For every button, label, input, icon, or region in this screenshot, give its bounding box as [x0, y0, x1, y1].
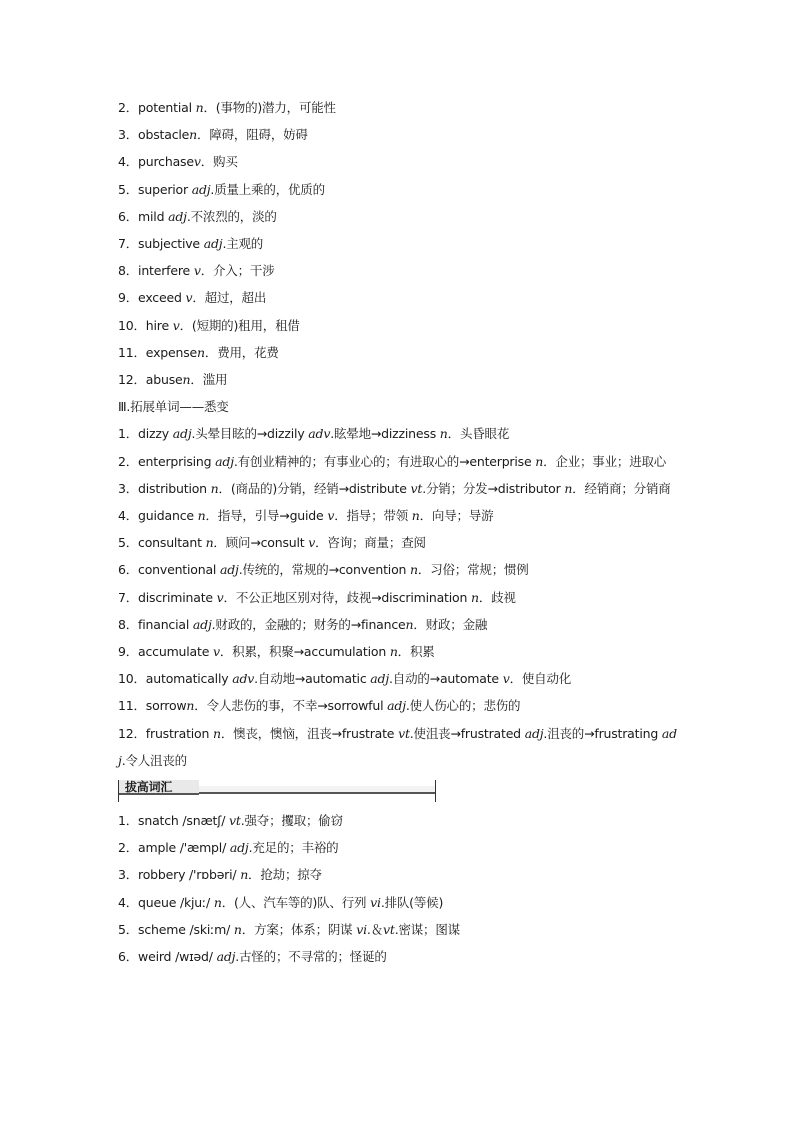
vocab-entry	[118, 889, 680, 916]
entry-text: ．(人、汽车等的)队、行列	[221, 894, 371, 910]
entry-text: ．财政；金融	[413, 616, 488, 632]
part-of-speech: vt	[410, 480, 423, 496]
part-of-speech: v	[172, 317, 180, 333]
vocab-entry	[118, 284, 680, 311]
word-list-extended	[118, 420, 680, 774]
entry-text: 6．conventional	[118, 562, 220, 578]
entry-text: ．经销商；分销商	[572, 480, 671, 496]
entry-text: .传统的，常规的→convention	[238, 562, 411, 578]
part-of-speech: n	[186, 698, 195, 714]
entry-text: ．购买	[200, 154, 238, 170]
part-of-speech: n	[470, 589, 479, 605]
part-of-speech: adv	[308, 426, 331, 442]
vocab-entry	[118, 176, 680, 203]
vocab-entry	[118, 720, 680, 774]
entry-text: ．(短期的)租用，租借	[179, 317, 300, 333]
part-of-speech: n	[389, 644, 398, 660]
entry-text: .财政的，金融的；财务的→finance	[211, 616, 406, 632]
word-list-core	[118, 94, 680, 393]
part-of-speech: v	[216, 589, 224, 605]
section-bar-title: 拔高词汇	[119, 780, 199, 795]
vocab-entry	[118, 148, 680, 175]
vocab-entry	[118, 448, 680, 475]
part-of-speech: n	[195, 100, 204, 115]
entry-text: 5．consultant	[118, 535, 206, 551]
vocab-entry	[118, 692, 680, 719]
entry-text: 3．obstacle	[118, 127, 190, 143]
entry-text: 3．robbery /'rɒbəri/	[118, 867, 241, 883]
vocab-entry	[118, 121, 680, 148]
entry-text: 3．distribution	[118, 480, 211, 496]
part-of-speech: adv	[232, 671, 255, 687]
part-of-speech: v	[327, 508, 335, 524]
entry-text: ．咨询；商量；查阅	[315, 535, 426, 551]
part-of-speech: n	[410, 562, 418, 578]
entry-text: ．习俗；常规；惯例	[417, 562, 529, 578]
entry-text: ．向导；导游	[419, 508, 494, 524]
part-of-speech: n	[405, 616, 414, 632]
vocab-entry	[118, 638, 680, 665]
vocab-entry	[118, 556, 680, 583]
part-of-speech: n	[210, 480, 219, 496]
entry-text: .密谋；图谋	[394, 921, 460, 937]
part-of-speech: adj	[370, 671, 389, 687]
part-of-speech: v	[185, 290, 193, 306]
part-of-speech: n	[439, 426, 448, 442]
part-of-speech: v	[212, 644, 220, 660]
part-of-speech: n	[233, 921, 242, 937]
entry-text: .分销；分发→distributor	[422, 480, 565, 496]
part-of-speech: n	[197, 508, 206, 524]
entry-text: .自动的→automate	[389, 671, 503, 687]
entry-text: 4．queue /kjuː/	[118, 894, 214, 910]
part-of-speech: adj	[216, 949, 236, 965]
entry-text: ．懊丧，懊恼，沮丧→frustrate	[220, 725, 399, 741]
part-of-speech: n	[205, 535, 214, 551]
vocab-entry	[118, 834, 680, 861]
vocab-entry	[118, 665, 680, 692]
part-of-speech: adj	[387, 698, 406, 714]
vocab-entry	[118, 94, 680, 121]
entry-text: .头晕目眩的→dizzily	[191, 426, 309, 442]
entry-text: 1．dizzy	[118, 426, 173, 442]
entry-text: .令人沮丧的	[121, 752, 187, 768]
entry-text: 11．expense	[118, 344, 198, 360]
vocab-entry	[118, 529, 680, 556]
entry-text: ．(商品的)分销，经销→distribute	[218, 480, 411, 496]
entry-text: 6．mild	[118, 208, 169, 224]
vocab-entry	[118, 420, 680, 447]
entry-text: 9．accumulate	[118, 644, 213, 660]
entry-text: 5．superior	[118, 181, 192, 197]
entry-text: 11．sorrow	[118, 698, 187, 714]
part-of-speech: n	[182, 372, 191, 388]
entry-text: ．(事物的)潜力，可能性	[203, 100, 336, 115]
part-of-speech: adj	[191, 181, 211, 197]
part-of-speech: n	[411, 508, 420, 524]
part-of-speech: n	[213, 894, 222, 910]
part-of-speech: adj	[203, 236, 223, 252]
vocab-entry	[118, 366, 680, 393]
vocab-entry	[118, 861, 680, 888]
entry-text: 6．weird /wɪəd/	[118, 949, 217, 965]
entry-text: .有创业精神的；有事业心的；有进取心的→enterprise	[233, 453, 536, 469]
vocabulary-content	[118, 94, 680, 970]
part-of-speech: adj	[229, 840, 249, 856]
entry-text: ．费用，花费	[204, 344, 279, 360]
vocab-entry	[118, 475, 680, 502]
entry-text: ．企业；事业；进取心	[543, 453, 667, 469]
entry-text: ．指导；带领	[334, 508, 412, 524]
vocab-entry	[118, 203, 680, 230]
entry-text: ．滥用	[190, 372, 228, 388]
part-of-speech: vt	[229, 813, 241, 829]
entry-text: ．障碍，阻碍，妨碍	[197, 127, 308, 143]
vocab-entry	[118, 230, 680, 257]
entry-text: 4．purchase	[118, 154, 194, 170]
part-of-speech: adj	[172, 426, 192, 442]
entry-text: ．积累	[397, 644, 435, 660]
part-of-speech: n	[535, 453, 544, 469]
vocab-entry	[118, 502, 680, 529]
part-of-speech: vt	[398, 725, 410, 741]
part-of-speech: adj	[192, 616, 212, 632]
entry-text: 12．abuse	[118, 372, 183, 388]
part-of-speech: n	[197, 344, 205, 360]
part-of-speech: vt	[383, 921, 395, 937]
part-of-speech: n	[213, 725, 221, 741]
entry-text: 2．enterprising	[118, 453, 216, 469]
entry-text: 9．exceed	[118, 290, 186, 306]
entry-text: ．头昏眼花	[447, 426, 510, 442]
entry-text: 2．ample /'æmpl/	[118, 840, 230, 856]
vocab-entry	[118, 943, 680, 970]
entry-text: .眩晕地→dizziness	[330, 426, 440, 442]
entry-text: .排队(等候)	[380, 894, 444, 910]
entry-text: 5．scheme /skiːm/	[118, 921, 234, 937]
part-of-speech: adj	[524, 725, 544, 741]
part-of-speech: n	[240, 867, 249, 883]
part-of-speech: vi.	[356, 921, 371, 937]
part-of-speech: v	[193, 263, 201, 279]
part-of-speech: adj	[168, 208, 187, 224]
part-of-speech: n	[189, 127, 198, 143]
entry-text: .质量上乘的，优质的	[210, 181, 325, 197]
entry-text: ．超过，超出	[192, 290, 267, 306]
entry-text: ．顾问→consult	[213, 535, 309, 551]
entry-text: ．抢劫；掠夺	[248, 867, 322, 883]
vocab-entry	[118, 611, 680, 638]
entry-text: 4．guidance	[118, 508, 198, 524]
entry-text: 1．snatch /snætʃ/	[118, 813, 230, 829]
entry-text: ＆	[370, 921, 383, 937]
entry-text: ．使自动化	[509, 671, 572, 687]
entry-text: .不浓烈的，淡的	[186, 208, 277, 224]
entry-text: ．介入；干涉	[200, 263, 275, 279]
vocab-entry	[118, 312, 680, 339]
entry-text: .主观的	[222, 236, 264, 252]
entry-text: 7．subjective	[118, 236, 204, 252]
entry-text: ．指导，引导→guide	[205, 508, 328, 524]
vocab-entry	[118, 339, 680, 366]
entry-text: 8．interfere	[118, 263, 194, 279]
section-bar	[118, 776, 680, 803]
part-of-speech: v	[502, 671, 510, 687]
part-of-speech: adj	[215, 453, 234, 469]
part-of-speech: n	[564, 480, 573, 496]
entry-text: 10．automatically	[118, 671, 233, 687]
entry-text: ．令人悲伤的事，不幸→sorrowful	[194, 698, 388, 714]
part-of-speech: adj	[219, 562, 239, 578]
part-of-speech: v	[308, 535, 316, 551]
entry-text: 8．financial	[118, 616, 193, 632]
entry-text: .使人伤心的；悲伤的	[405, 698, 521, 714]
entry-text: ．不公正地区别对待，歧视→discrimination	[223, 589, 471, 605]
vocab-entry	[118, 916, 680, 943]
entry-text: .充足的；丰裕的	[248, 840, 339, 856]
entry-text: .沮丧的→frustrating	[543, 725, 662, 741]
entry-text: ．歧视	[478, 589, 516, 605]
part-of-speech: adj	[118, 725, 677, 768]
entry-text: 7．discriminate	[118, 589, 217, 605]
entry-text: .古怪的；不寻常的；怪诞的	[235, 949, 387, 965]
entry-text: 2．potential	[118, 100, 196, 115]
entry-text: .自动地→automatic	[254, 671, 371, 687]
word-list-advanced	[118, 807, 680, 970]
entry-text: ．方案；体系；阴谋	[241, 921, 357, 937]
part-of-speech: vi	[370, 894, 381, 910]
section-heading: Ⅲ.拓展单词——悉变	[118, 399, 229, 415]
entry-text: 10．hire	[118, 317, 173, 333]
vocab-entry	[118, 807, 680, 834]
vocab-entry	[118, 584, 680, 611]
entry-text: .使沮丧→frustrated	[409, 725, 525, 741]
entry-text: 12．frustration	[118, 725, 213, 741]
vocab-entry	[118, 257, 680, 284]
entry-text: .强夺；攫取；偷窃	[240, 813, 343, 829]
part-of-speech: v	[193, 154, 201, 170]
entry-text: ．积累，积聚→accumulation	[219, 644, 390, 660]
